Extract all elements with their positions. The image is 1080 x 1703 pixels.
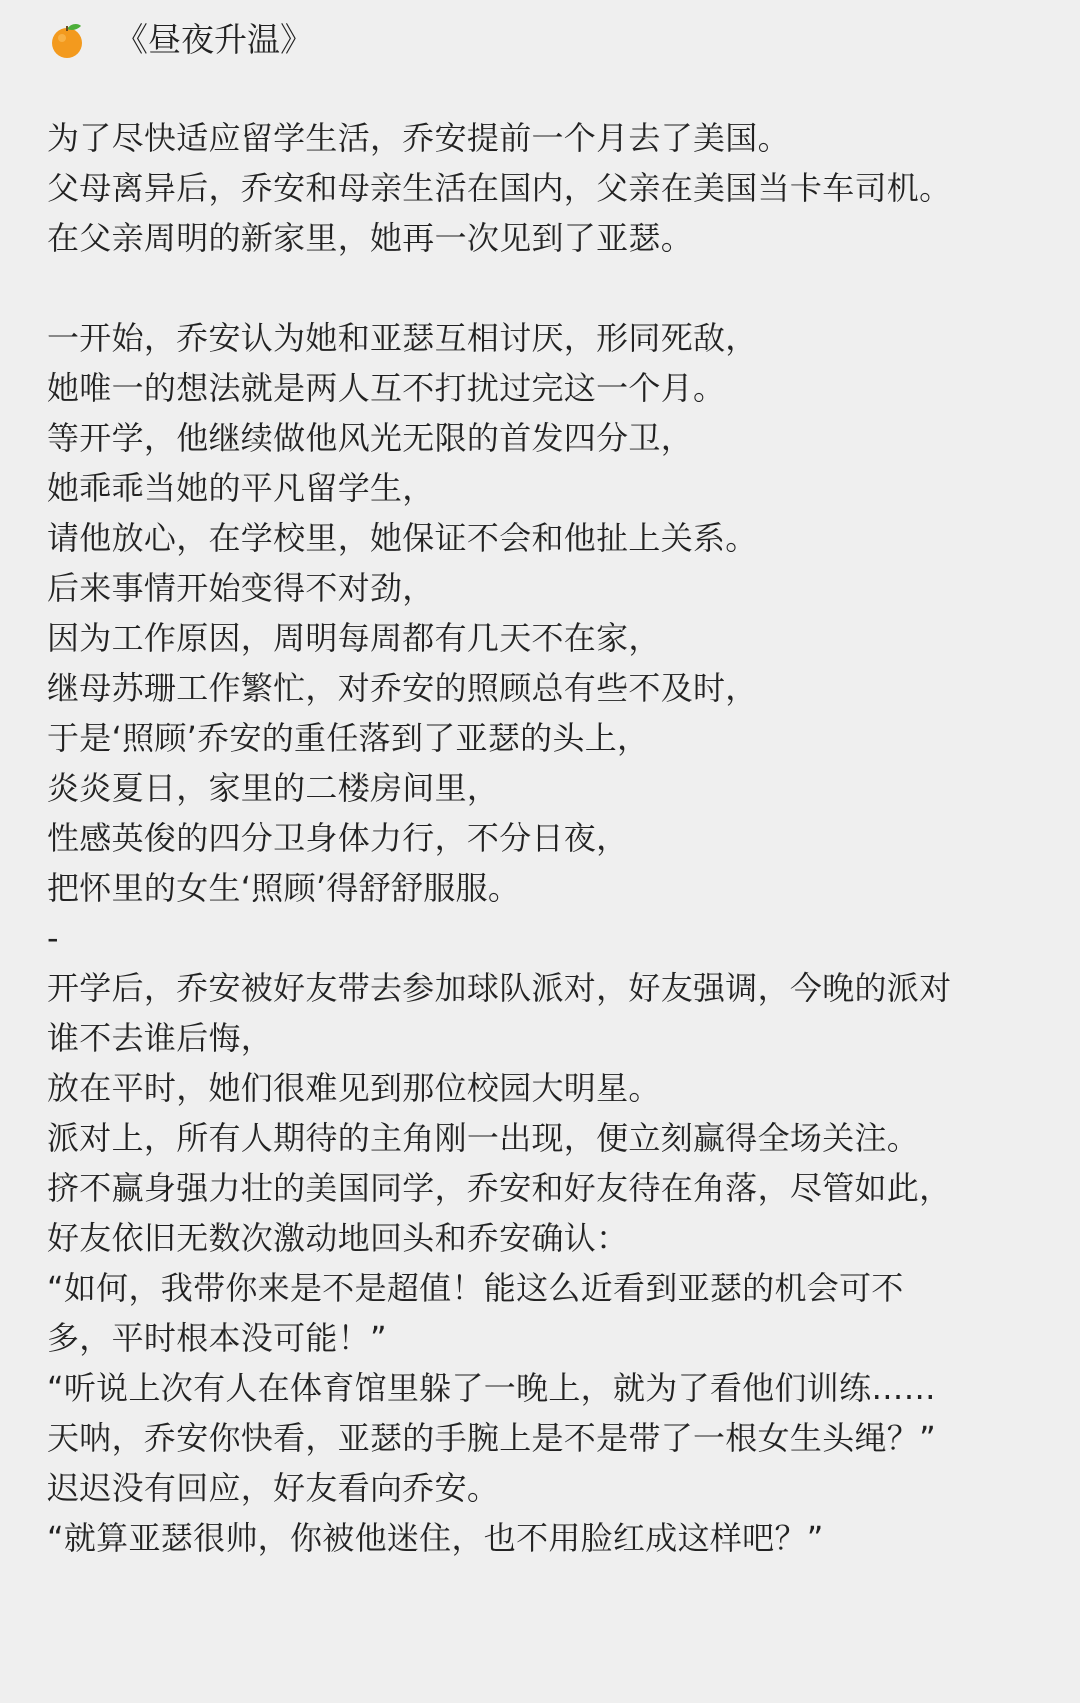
text-line: 性感英俊的四分卫身体力行，不分日夜， (47, 819, 629, 857)
text-line: 于是‘照顾’乔安的重任落到了亚瑟的头上， (47, 719, 650, 757)
orange-emoji-icon (47, 20, 87, 60)
text-line: 炎炎夏日，家里的二楼房间里， (47, 769, 500, 807)
text-line: “听说上次有人在体育馆里躲了一晚上，就为了看他们训练…… (47, 1369, 936, 1407)
text-line: 多，平时根本没可能！” (47, 1319, 387, 1357)
text-line: 继母苏珊工作繁忙，对乔安的照顾总有些不及时， (47, 669, 758, 707)
paragraph (47, 313, 1047, 1563)
text-line: 把怀里的女生‘照顾’得舒舒服服。 (47, 869, 521, 907)
text-line: 为了尽快适应留学生活，乔安提前一个月去了美国。 (47, 119, 790, 157)
post-body (47, 113, 1047, 1563)
text-line: 因为工作原因，周明每周都有几天不在家， (47, 619, 661, 657)
text-line: 好友依旧无数次激动地回头和乔安确认： (47, 1219, 629, 1257)
text-line: 一开始，乔安认为她和亚瑟互相讨厌，形同死敌， (47, 319, 758, 357)
text-line: 她唯一的想法就是两人互不打扰过完这一个月。 (47, 369, 726, 407)
text-line: 迟迟没有回应，好友看向乔安。 (47, 1469, 500, 1507)
text-line: 放在平时，她们很难见到那位校园大明星。 (47, 1069, 661, 1107)
text-line: 谁不去谁后悔， (47, 1019, 274, 1057)
text-line: “如何，我带你来是不是超值！能这么近看到亚瑟的机会可不 (47, 1269, 904, 1307)
text-line: 挤不赢身强力壮的美国同学，乔安和好友待在角落，尽管如此， (47, 1169, 952, 1207)
text-line: “就算亚瑟很帅，你被他迷住，也不用脸红成这样吧？” (47, 1519, 824, 1557)
text-line: 她乖乖当她的平凡留学生， (47, 469, 435, 507)
text-line: 后来事情开始变得不对劲， (47, 569, 435, 607)
paragraph-gap (47, 263, 1047, 313)
text-line: 开学后，乔安被好友带去参加球队派对，好友强调，今晚的派对 (47, 969, 952, 1007)
text-line: 天呐，乔安你快看，亚瑟的手腕上是不是带了一根女生头绳？” (47, 1419, 936, 1457)
paragraph (47, 113, 1047, 263)
text-line: 等开学，他继续做他风光无限的首发四分卫， (47, 419, 694, 457)
text-line: 在父亲周明的新家里，她再一次见到了亚瑟。 (47, 219, 694, 257)
page-title: 《昼夜升温》 (115, 20, 313, 59)
text-line: 父母离异后，乔安和母亲生活在国内，父亲在美国当卡车司机。 (47, 169, 952, 207)
text-line: 请他放心，在学校里，她保证不会和他扯上关系。 (47, 519, 758, 557)
title-row (47, 15, 313, 65)
text-line: 派对上，所有人期待的主角刚一出现，便立刻赢得全场关注。 (47, 1119, 920, 1157)
separator-dash: - (47, 919, 59, 957)
